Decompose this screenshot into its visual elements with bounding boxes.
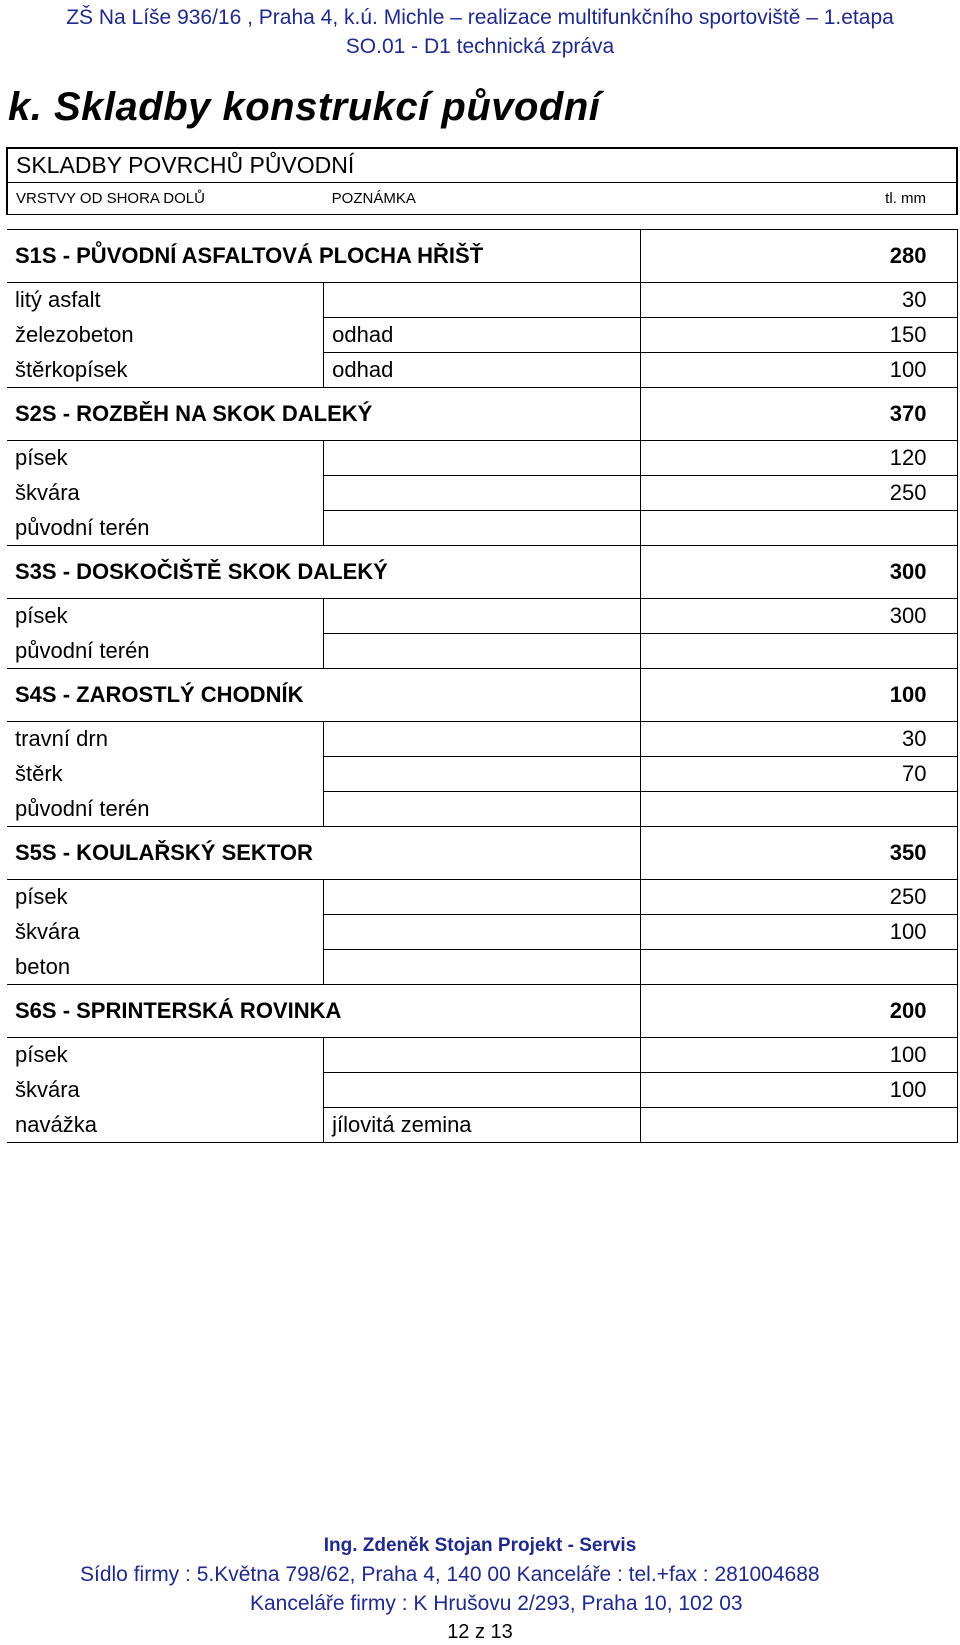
- layer-name: písek: [15, 1042, 68, 1068]
- section-row: [7, 827, 957, 880]
- layer-note: [324, 757, 641, 792]
- section-row: [7, 985, 957, 1038]
- page-number: 12 z 13: [447, 1621, 513, 1643]
- layer-row: [7, 792, 957, 827]
- layer-thickness: 250: [640, 476, 957, 511]
- layer-thickness: 100: [640, 915, 957, 950]
- section-name: S4S - ZAROSTLÝ CHODNÍK: [7, 669, 324, 722]
- layer-thickness: 70: [640, 757, 957, 792]
- table-title: SKLADBY POVRCHŮ PŮVODNÍ: [7, 148, 957, 183]
- layer-thickness: 300: [640, 599, 957, 634]
- layer-note: odhad: [324, 353, 641, 388]
- layer-note: [324, 950, 641, 985]
- section-name: S1S - PŮVODNÍ ASFALTOVÁ PLOCHA HŘIŠŤ: [7, 230, 324, 283]
- section-total: 350: [640, 827, 957, 880]
- section-name: S3S - DOSKOČIŠTĚ SKOK DALEKÝ: [7, 546, 324, 599]
- layer-thickness: 30: [640, 722, 957, 757]
- section-note: [324, 827, 641, 880]
- layer-note: [324, 441, 641, 476]
- layer-name: písek: [15, 603, 68, 629]
- layer-row: [7, 634, 957, 669]
- layer-thickness: [640, 1108, 957, 1143]
- layer-name: škvára: [15, 1077, 80, 1102]
- layer-name: škvára: [15, 480, 80, 505]
- layer-row: [7, 1073, 957, 1108]
- layer-thickness: [640, 950, 957, 985]
- column-header-note: POZNÁMKA: [324, 183, 641, 215]
- layer-row: [7, 950, 957, 985]
- layer-row: [7, 353, 957, 388]
- layer-row: [7, 511, 957, 546]
- layer-note: [324, 283, 641, 318]
- section-total: 200: [640, 985, 957, 1038]
- section-note: [324, 669, 641, 722]
- column-header-thickness: tl. mm: [640, 183, 957, 215]
- section-total: 370: [640, 388, 957, 441]
- section-note: [324, 985, 641, 1038]
- layer-note: [324, 880, 641, 915]
- table-title-row: [7, 148, 957, 183]
- column-header-row: [7, 183, 957, 215]
- layer-row: [7, 1038, 957, 1073]
- layer-thickness: [640, 634, 957, 669]
- section-row: [7, 388, 957, 441]
- layer-thickness: [640, 511, 957, 546]
- layer-row: [7, 476, 957, 511]
- layer-name: písek: [15, 884, 68, 910]
- layer-name: železobeton: [15, 322, 134, 347]
- layer-thickness: 120: [640, 441, 957, 476]
- layer-note: [324, 1038, 641, 1073]
- layer-note: jílovitá zemina: [324, 1108, 641, 1143]
- layer-name: škvára: [15, 919, 80, 944]
- header-line-2: SO.01 - D1 technická zpráva: [345, 35, 615, 58]
- layer-note: [324, 915, 641, 950]
- section-row: [7, 669, 957, 722]
- layer-row: [7, 880, 957, 915]
- layer-name: beton: [7, 950, 324, 985]
- section-row: [7, 230, 957, 283]
- layer-name: původní terén: [7, 511, 324, 546]
- section-title: k. Skladby konstrukcí původní: [8, 85, 601, 129]
- layer-row: [7, 915, 957, 950]
- section-name: S5S - KOULAŘSKÝ SEKTOR: [7, 827, 324, 880]
- layer-thickness: 150: [640, 318, 957, 353]
- layer-row: [7, 757, 957, 792]
- layer-row: [7, 722, 957, 757]
- layer-note: [324, 599, 641, 634]
- layer-row: [7, 283, 957, 318]
- layer-note: [324, 1073, 641, 1108]
- section-name: S6S - SPRINTERSKÁ ROVINKA: [7, 985, 324, 1038]
- layer-note: [324, 792, 641, 827]
- layer-name: navážka: [7, 1108, 324, 1143]
- layer-row: [7, 599, 957, 634]
- layer-note: odhad: [324, 318, 641, 353]
- layer-name: původní terén: [7, 792, 324, 827]
- footer-office: Kanceláře firmy : K Hrušovu 2/293, Praha 10, 102 03: [250, 1592, 743, 1615]
- layer-name: travní drn: [15, 726, 108, 752]
- layer-thickness: 100: [640, 1073, 957, 1108]
- header-line-1: ZŠ Na Líše 936/16 , Praha 4, k.ú. Michle – realizace multifunkčního sportoviště – 1.etapa: [66, 6, 894, 29]
- footer-address: Sídlo firmy : 5.Května 798/62, Praha 4, 140 00 Kanceláře : tel.+fax : 281004688: [80, 1563, 820, 1586]
- layer-name: původní terén: [7, 634, 324, 669]
- section-spacer: [7, 215, 957, 230]
- section-total: 100: [640, 669, 957, 722]
- section-total: 300: [640, 546, 957, 599]
- footer-company: Ing. Zdeněk Stojan Projekt - Servis: [323, 1535, 637, 1556]
- layer-name: štěrk: [15, 761, 63, 786]
- section-name: S2S - ROZBĚH NA SKOK DALEKÝ: [7, 388, 324, 441]
- layer-name: písek: [15, 445, 68, 471]
- layer-note: [324, 511, 641, 546]
- section-row: [7, 546, 957, 599]
- layer-thickness: 250: [640, 880, 957, 915]
- layer-row: [7, 318, 957, 353]
- layer-thickness: 100: [640, 1038, 957, 1073]
- layer-row: [7, 1108, 957, 1143]
- layer-name: litý asfalt: [15, 287, 101, 313]
- layer-thickness: [640, 792, 957, 827]
- layer-thickness: 100: [640, 353, 957, 388]
- layer-note: [324, 634, 641, 669]
- layer-thickness: 30: [640, 283, 957, 318]
- layer-name: štěrkopísek: [7, 353, 324, 388]
- section-total: 280: [640, 230, 957, 283]
- layer-note: [324, 722, 641, 757]
- layer-note: [324, 476, 641, 511]
- column-header-layers: VRSTVY OD SHORA DOLŮ: [7, 183, 324, 215]
- layers-table: [6, 147, 958, 1143]
- layer-row: [7, 441, 957, 476]
